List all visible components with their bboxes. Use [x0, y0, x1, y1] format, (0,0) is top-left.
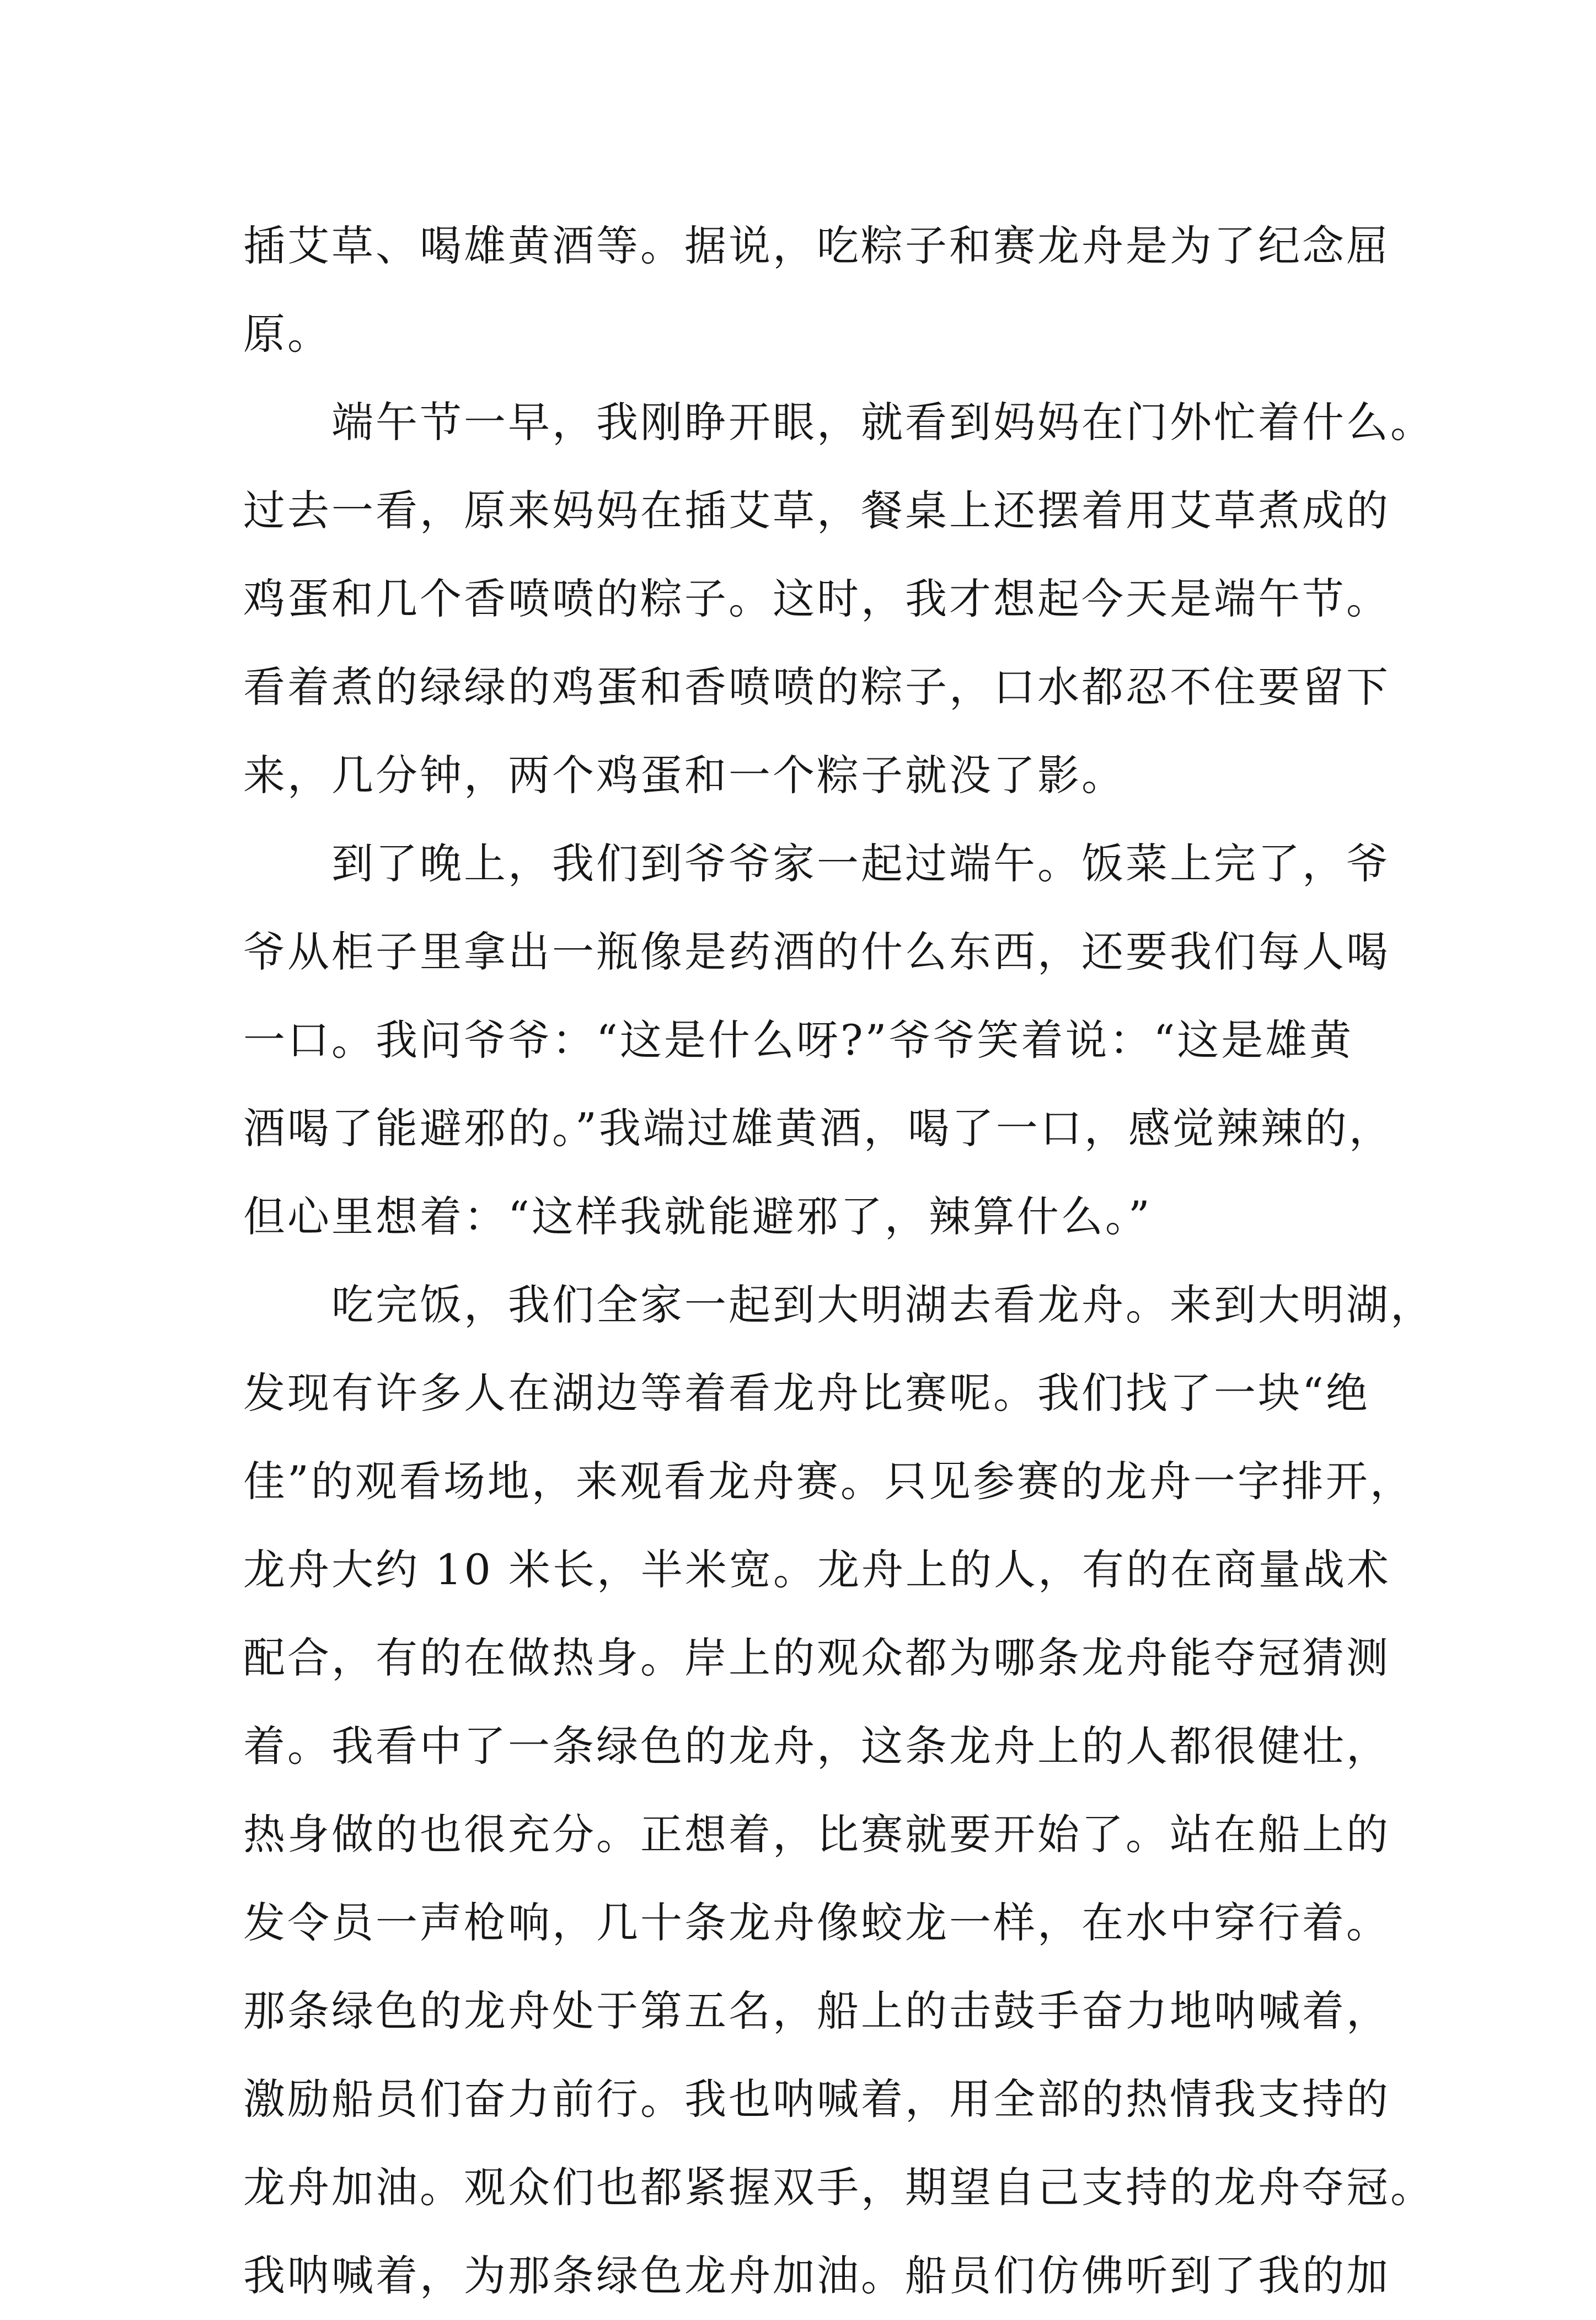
text-line: 鸡蛋和几个香喷喷的粽子。这时，我才想起今天是端午节。: [243, 574, 1390, 623]
text-line: 那条绿色的龙舟处于第五名，船上的击鼓手奋力地呐喊着，: [243, 1986, 1390, 2035]
text-line: 插艾草、喝雄黄酒等。据说，吃粽子和赛龙舟是为了纪念屈: [243, 221, 1390, 270]
text-line: 发现有许多人在湖边等着看龙舟比赛呢。我们找了一块“绝: [243, 1369, 1370, 1418]
text-line: 龙舟加油。观众们也都紧握双手，期望自己支持的龙舟夺冠。: [243, 2163, 1434, 2212]
text-line: 看着煮的绿绿的鸡蛋和香喷喷的粽子，口水都忍不住要留下: [243, 662, 1390, 712]
paragraph-start-line: 端午节一早，我刚睁开眼，就看到妈妈在门外忙着什么。: [331, 398, 1434, 447]
text-line: 龙舟大约 10 米长，半米宽。龙舟上的人，有的在商量战术: [243, 1545, 1391, 1594]
text-line: 热身做的也很充分。正想着，比赛就要开始了。站在船上的: [243, 1810, 1390, 1859]
text-line: 酒喝了能避邪的。”我端过雄黄酒，喝了一口，感觉辣辣的，: [243, 1104, 1393, 1153]
text-line: 着。我看中了一条绿色的龙舟，这条龙舟上的人都很健壮，: [243, 1722, 1390, 1771]
paragraph-start-line: 吃完饭，我们全家一起到大明湖去看龙舟。来到大明湖，: [331, 1280, 1434, 1329]
text-line: 但心里想着：“这样我就能避邪了，辣算什么。”: [243, 1192, 1152, 1241]
text-line: 我呐喊着，为那条绿色龙舟加油。船员们仿佛听到了我的加: [243, 2251, 1390, 2300]
essay-body: [243, 202, 1434, 2320]
text-line: 原。: [243, 309, 331, 359]
text-line: 配合，有的在做热身。岸上的观众都为哪条龙舟能夺冠猜测: [243, 1633, 1390, 1682]
text-line: 爷从柜子里拿出一瓶像是药酒的什么东西，还要我们每人喝: [243, 927, 1390, 976]
text-line: 激励船员们奋力前行。我也呐喊着，用全部的热情我支持的: [243, 2075, 1390, 2124]
text-line: 佳”的观看场地，来观看龙舟赛。只见参赛的龙舟一字排开，: [243, 1457, 1414, 1506]
text-line: 过去一看，原来妈妈在插艾草，餐桌上还摆着用艾草煮成的: [243, 486, 1390, 535]
text-line: 发令员一声枪响，几十条龙舟像蛟龙一样，在水中穿行着。: [243, 1898, 1390, 1947]
text-line: 一口。我问爷爷：“这是什么呀?”爷爷笑着说：“这是雄黄: [243, 1015, 1354, 1065]
text-line: 来，几分钟，两个鸡蛋和一个粽子就没了影。: [243, 751, 1126, 800]
paragraph-start-line: 到了晚上，我们到爷爷家一起过端午。饭菜上完了，爷: [331, 839, 1390, 888]
